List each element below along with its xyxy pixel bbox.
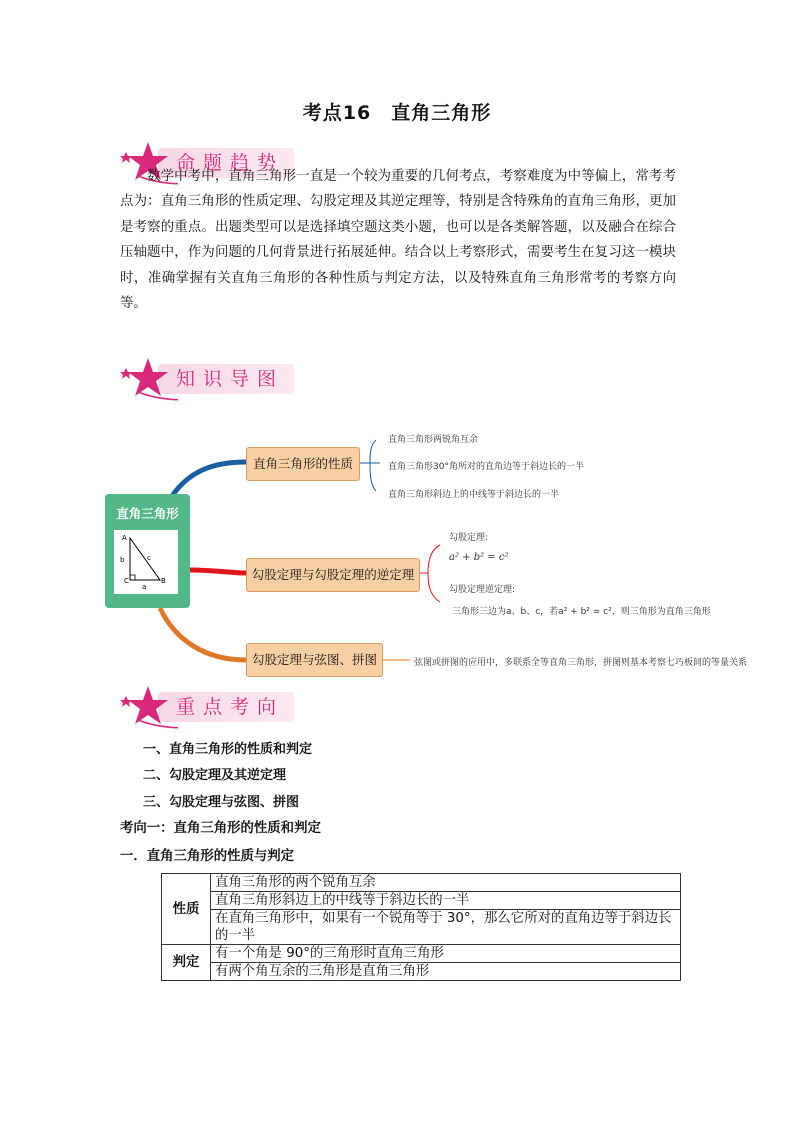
mindmap-leaf-formula: a² + b² = c² — [449, 552, 509, 563]
table-header-judgement: 判定 — [162, 945, 211, 981]
right-triangle-figure — [114, 530, 178, 594]
focus-item: 三、勾股定理与弦图、拼图 — [143, 795, 300, 810]
focus-item: 二、勾股定理及其逆定理 — [143, 768, 287, 783]
table-header-property: 性质 — [162, 874, 211, 945]
mindmap-root-label: 直角三角形 — [116, 506, 179, 521]
mindmap-leaf-theorem-title: 勾股定理: — [449, 533, 489, 543]
direction-heading: 考向一：直角三角形的性质和判定 — [120, 821, 321, 836]
table-cell: 直角三角形的两个锐角互余 — [211, 874, 681, 892]
mindmap-leaf: 直角三角形斜边上的中线等于斜边长的一半 — [388, 490, 560, 500]
mindmap-node-chord-diagram: 勾股定理与弦图、拼图 — [246, 643, 383, 677]
triangle-label-B: B — [161, 577, 166, 585]
mindmap-leaf-converse-text: 三角形三边为a、b、c，若a² + b² = c²，则三角形为直角三角形 — [452, 607, 711, 617]
triangle-label-A: A — [122, 534, 127, 542]
property-judgement-table — [161, 873, 681, 981]
section-banner-focus — [118, 684, 303, 730]
table-cell: 有两个角互余的三角形是直角三角形 — [211, 963, 681, 981]
mindmap-leaf: 弦图或拼图的应用中，多联系全等直角三角形，拼图则基本考察七巧板间的等量关系 — [414, 658, 748, 668]
section-title-trend: 命题趋势 — [176, 152, 285, 174]
mindmap-node-pythagorean: 勾股定理与勾股定理的逆定理 — [246, 558, 420, 592]
intro-paragraph: 数学中考中，直角三角形一直是一个较为重要的几何考点，考察难度为中等偏上，常考考点为：直角三角形的性质定理、勾股定理及其逆定理等，特别是含特殊角的直角三角形，更加是考察的重点。出题类型可以是选择填空题这类小题，也可以是各类解答题，以及融合在综合压轴题中，作为问题的几何背景进行拓展延伸。结合以上考察形式，需要考生在复习这一模块时，准确掌握有关直角三角形的各种性质与判定方法，以及特殊直角三角形常考的考察方向等。 — [120, 169, 676, 312]
mindmap-node-properties: 直角三角形的性质 — [246, 447, 360, 481]
section-title-focus: 重点考向 — [176, 696, 285, 718]
star-icon — [118, 684, 178, 730]
mindmap-leaf: 直角三角形30°角所对的直角边等于斜边长的一半 — [388, 462, 584, 472]
mindmap-leaf-converse-title: 勾股定理逆定理: — [449, 585, 516, 595]
page-title: 考点16 直角三角形 — [302, 102, 492, 124]
mindmap-root — [105, 494, 190, 608]
table-cell: 有一个角是 90°的三角形时直角三角形 — [211, 945, 681, 963]
section-title-mindmap: 知识导图 — [176, 368, 285, 390]
mindmap-leaf: 直角三角形两锐角互余 — [388, 435, 479, 445]
table-cell: 直角三角形斜边上的中线等于斜边长的一半 — [211, 892, 681, 910]
triangle-label-a: a — [142, 583, 147, 591]
table-cell: 在直角三角形中，如果有一个锐角等于 30°，那么它所对的直角边等于斜边长的一半 — [211, 910, 681, 945]
sub-heading: 一．直角三角形的性质与判定 — [120, 849, 295, 864]
focus-item: 一、直角三角形的性质和判定 — [143, 742, 313, 757]
triangle-label-C: C — [124, 577, 129, 585]
triangle-label-b: b — [120, 556, 125, 564]
triangle-label-c: c — [147, 554, 151, 562]
